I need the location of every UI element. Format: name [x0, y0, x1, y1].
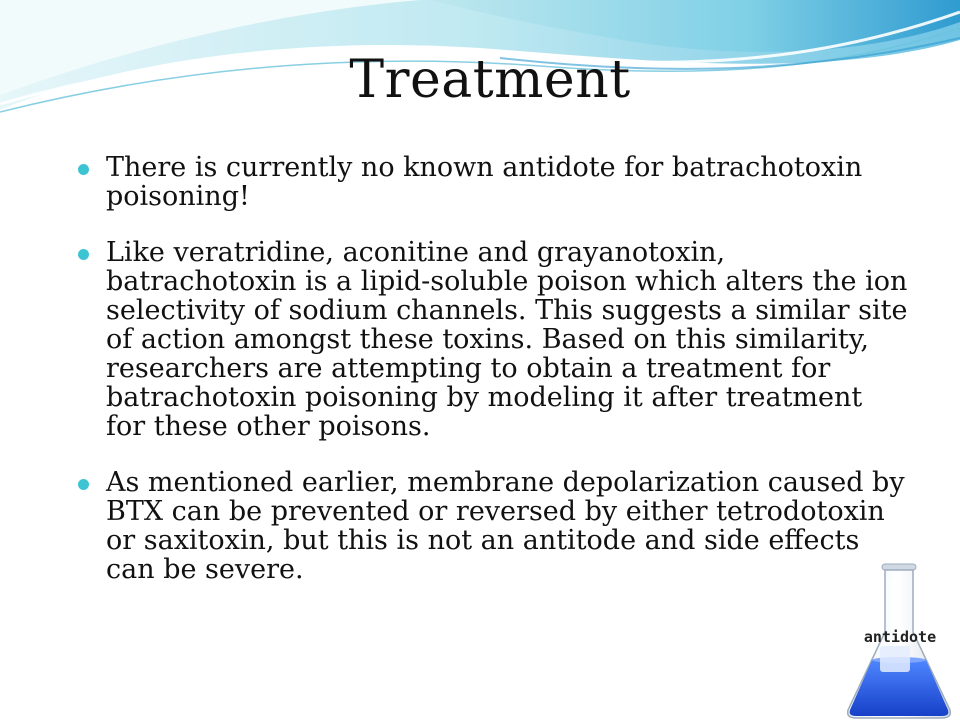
bullet-text: There is currently no known antidote for batrachotoxin poisoning! [106, 152, 863, 212]
bullet-dot-icon [78, 249, 89, 260]
bullet-list [78, 153, 908, 584]
bullet-text: Like veratridine, aconitine and grayanotoxin, batrachotoxin is a lipid-soluble poison which alters the ion selectivity of sodium channels. This suggests a similar site of action amongst these toxins. Based on this similarity, researchers are attempting to obtain a treatment for batrachotoxin poisoning by modeling it after treatment for these other poisons. [106, 237, 908, 442]
bullet-dot-icon [78, 164, 89, 175]
slide-title: Treatment [349, 50, 631, 110]
bullet-item [78, 238, 908, 441]
bullet-item [78, 153, 908, 211]
antidote-flask-image [830, 560, 960, 720]
bullet-dot-icon [78, 479, 89, 490]
flask-label: antidote [863, 628, 937, 646]
bullet-text: As mentioned earlier, membrane depolarization caused by BTX can be prevented or reversed by either tetrodotoxin or saxitoxin, but this is not an antitode and side effects can be severe. [106, 467, 905, 585]
bullet-item [78, 468, 908, 584]
